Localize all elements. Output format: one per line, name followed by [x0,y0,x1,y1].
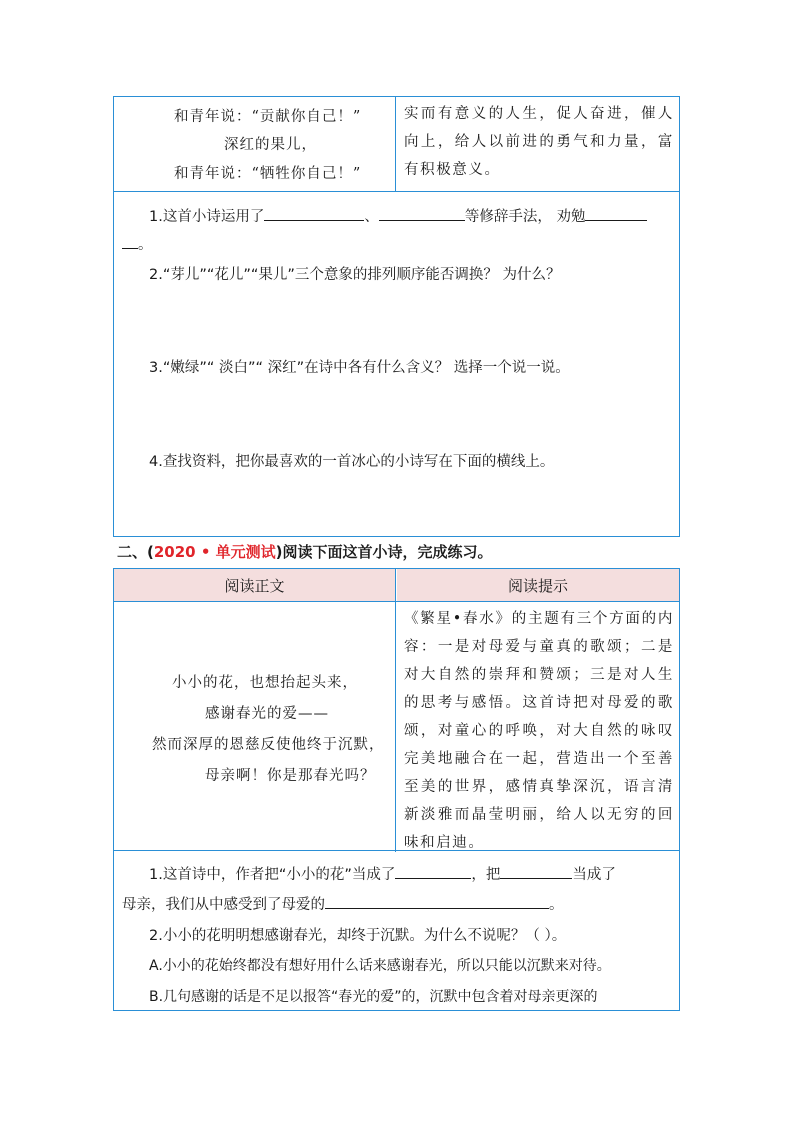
row-divider [114,191,679,192]
question-text: 1.这首诗中，作者把“小小的花”当成了 [149,867,396,883]
poem-line: 感谢春光的爱—— [205,706,329,722]
poem-line: 和青年说：“贡献你自己！” [174,109,362,125]
question-1 [149,863,616,884]
answer-blank[interactable] [122,234,138,249]
poem-line: 深红的果儿， [224,137,317,153]
answer-blank[interactable] [379,206,465,221]
section-heading: 二、(2020 • 单元测试)阅读下面这首小诗，完成练习。 [117,543,493,561]
question-text: 。 [138,237,153,253]
poem-line: 小小的花，也想抬起头来， [172,675,358,691]
question-text: 母亲，我们从中感受到了母爱的 [122,897,325,913]
question-text: 当成了 [572,867,616,883]
question-text: 、 [364,209,379,225]
poem-line: 和青年说：“牺牲你自己！” [174,166,362,182]
question-text: 。 [549,897,564,913]
question-1-continued [122,233,153,254]
question-2: 2.“芽儿”“花儿”“果儿”三个意象的排列顺序能否调换？ 为什么？ [149,267,561,283]
exercise-box-2 [113,568,680,1011]
question-text: 等修辞手法， 劝勉 [464,209,586,225]
question-text: ，把 [471,867,501,883]
reading-tip-text: 《繁星•春水》的主题有三个方面的内容：一是对母爱与童真的歌颂；二是对大自然的崇拜和赞颂；三是对人生的思考与感悟。这首诗把对母爱的歌颂，对童心的呼唤，对大自然的咏叹完美地融合在一起，营造出一个至善至美的世界，感情真挚深沉，语言清新淡雅而晶莹明丽，给人以无穷的回味和启迪。 [404,611,674,851]
answer-blank[interactable] [395,864,471,879]
question-1 [149,205,647,226]
column-divider [395,97,396,192]
column-header-reading-tip: 阅读提示 [397,569,679,601]
question-4: 4.查找资料，把你最喜欢的一首冰心的小诗写在下面的横线上。 [149,454,555,470]
option-b[interactable]: B.几句感谢的话是不足以报答“春光的爱”的，沉默中包含着对母亲更深的 [149,989,598,1005]
question-3: 3.“嫩绿”“ 淡白”“ 深红”在诗中各有什么含义？ 选择一个说一说。 [149,360,570,376]
column-divider [395,569,396,852]
option-a[interactable]: A.小小的花始终都没有想好用什么话来感谢春光，所以只能以沉默来对待。 [149,958,611,974]
row-divider [114,601,679,602]
question-2: 2.小小的花明明想感谢春光，却终于沉默。为什么不说呢？（ ）。 [149,928,567,944]
answer-blank[interactable] [325,894,549,909]
question-text: 1.这首小诗运用了 [149,209,265,225]
question-1-continued [122,893,564,914]
exercise-box-1 [113,96,680,537]
reading-tip-text: 实而有意义的人生，促人奋进，催人向上，给人以前进的勇气和力量，富有积极意义。 [404,106,674,178]
answer-blank[interactable] [264,206,364,221]
column-header-reading-text: 阅读正文 [114,569,395,601]
poem-line: 然而深厚的恩慈反使他终于沉默， [152,737,385,753]
source-tag: 2020 • 单元测试 [153,543,276,561]
poem-line: 母亲啊！你是那春光吗？ [205,768,376,784]
answer-blank[interactable] [585,206,647,221]
answer-blank[interactable] [500,864,572,879]
